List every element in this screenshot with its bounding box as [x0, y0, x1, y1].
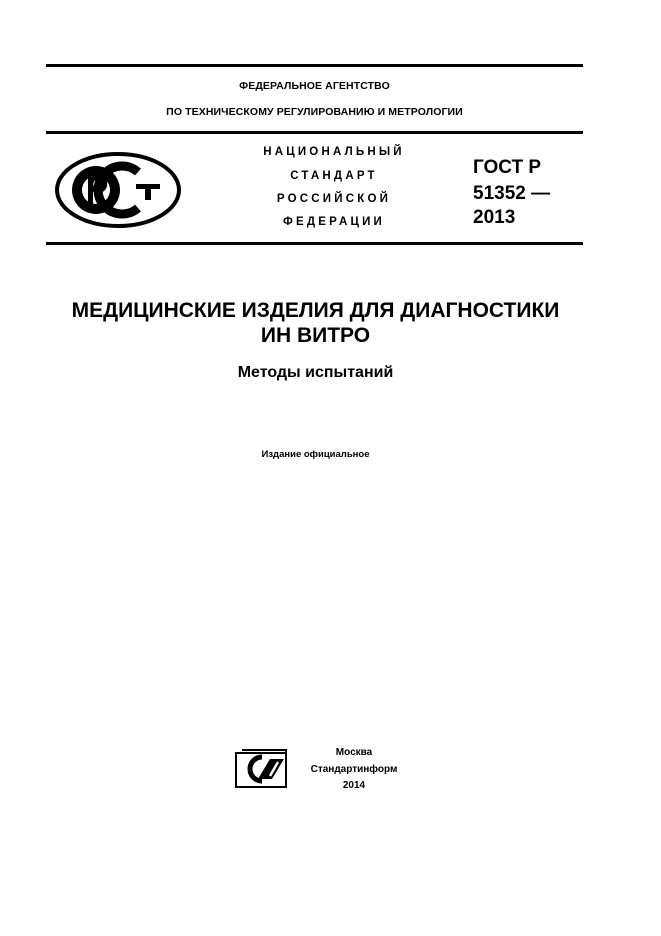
agency-line-2: ПО ТЕХНИЧЕСКОМУ РЕГУЛИРОВАНИЮ И МЕТРОЛОГИИ: [166, 106, 463, 118]
agency-line-1: ФЕДЕРАЛЬНОЕ АГЕНТСТВО: [239, 80, 390, 92]
standard-type-line-4: ФЕДЕРАЦИИ: [282, 216, 386, 228]
edition-note: Издание официальное: [261, 449, 370, 460]
publication-year: 2014: [342, 780, 366, 791]
gost-designation-line-3: 2013: [473, 207, 516, 228]
rst-certification-mark-icon: [54, 150, 182, 230]
publisher-city: Москва: [335, 747, 373, 758]
gost-designation-line-2: 51352 —: [473, 183, 551, 204]
document-subtitle: Методы испытаний: [237, 364, 394, 381]
header-top-rule: [46, 64, 583, 67]
document-title-line-2: ИН ВИТРО: [260, 324, 371, 347]
header-middle-rule: [46, 131, 583, 134]
document-title-line-1: МЕДИЦИНСКИЕ ИЗДЕЛИЯ ДЛЯ ДИАГНОСТИКИ: [71, 299, 560, 322]
standartinform-logo-icon: [234, 748, 290, 790]
standard-type-line-2: СТАНДАРТ: [290, 170, 378, 182]
standard-type-line-3: РОССИЙСКОЙ: [276, 193, 392, 205]
header-bottom-rule: [46, 242, 583, 245]
standard-type-line-1: НАЦИОНАЛЬНЫЙ: [263, 146, 405, 158]
publisher-name: Стандартинформ: [310, 764, 398, 775]
gost-designation-line-1: ГОСТ Р: [473, 157, 542, 178]
